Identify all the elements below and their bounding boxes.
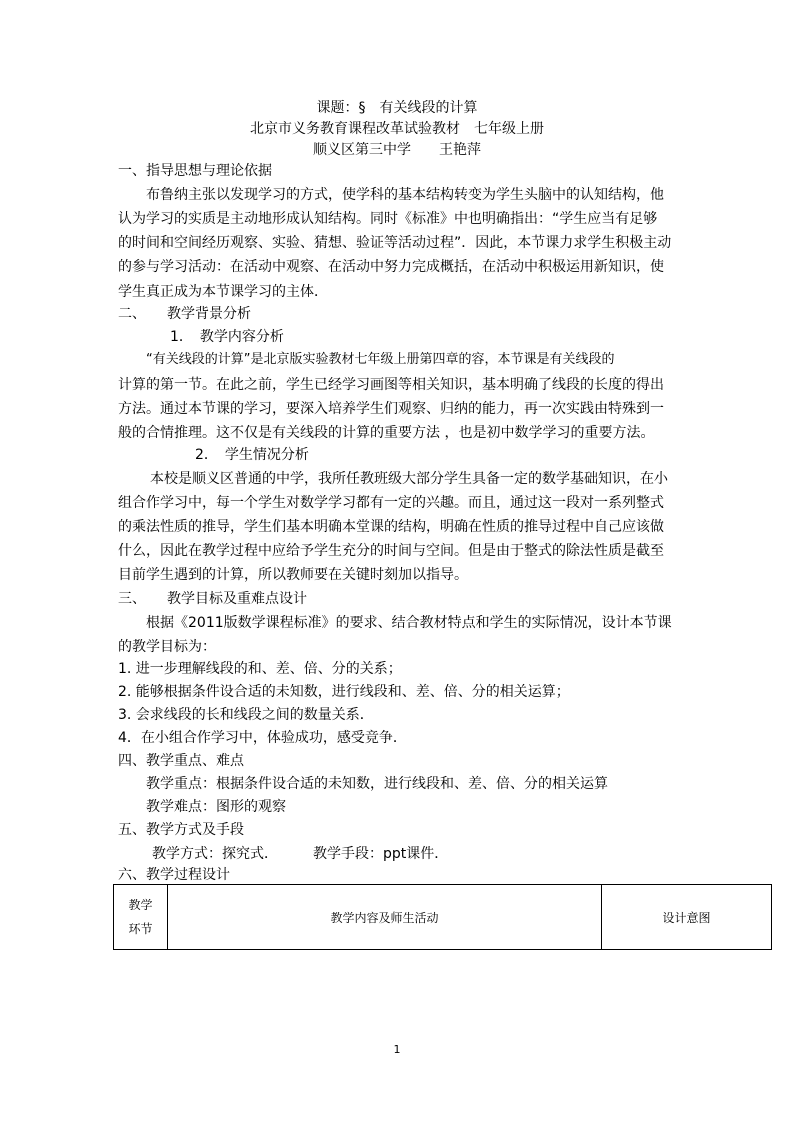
subsection-student-analysis: 2． 学生情况分析 [195,447,309,463]
section-2-2-line: 本校是顺义区普通的中学，我所任教班级大部分学生具备一定的数学基础知识，在小 [150,471,668,487]
section-1-paragraph-line: 的参与学习活动：在活动中观察、在活动中努力完成概括，在活动中积极运用新知识，使 [118,259,664,275]
section-2-2-line: 组合作学习中，每一个学生对数学学习都有一定的兴趣。而且，通过这一段对一系列整式 [118,495,664,511]
header-cell-stage [114,885,168,950]
section-2-2-line: 目前学生遇到的计算，所以教师要在关键时刻加以指导。 [118,567,468,583]
header-stage-line1: 教学 [128,898,153,912]
section-1-paragraph-line: 认为学习的实质是主动地形成认知结构。同时《标准》中也明确指出：“学生应当有足够 [118,211,658,227]
section-2-heading: 二、 教学背景分析 [118,306,251,322]
goal-item: 3. 会求线段的长和线段之间的数量关系． [118,707,374,723]
section-3-paragraph-line: 的教学目标为： [118,639,216,655]
section-2-1-line: 方法。通过本节课的学习，要深入培养学生们观察、归纳的能力，再一次实践由特殊到一 [118,401,664,417]
section-2-1-line: 计算的第一节。在此之前，学生已经学习画图等相关知识，基本明确了线段的长度的得出 [118,377,664,393]
section-5-heading: 五、教学方式及手段 [118,822,244,838]
table-header-row [114,885,772,950]
textbook-line: 北京市义务教育课程改革试验教材 七年级上册 [250,121,544,137]
header-cell-intent: 设计意图 [602,885,772,950]
subsection-content-analysis: 1． 教学内容分析 [170,329,284,345]
teaching-method-line: 教学方式：探究式． 教学手段：ppt课件． [152,846,449,862]
goal-item: 1. 进一步理解线段的和、差、倍、分的关系； [118,661,402,677]
section-2-2-line: 的乘法性质的推导，学生们基本明确本堂课的结构，明确在性质的推导过程中自己应该做 [118,519,664,535]
goal-item: 2. 能够根据条件设合适的未知数，进行线段和、差、倍、分的相关运算； [118,684,570,700]
section-3-paragraph-line: 根据《2011版数学课程标准》的要求、结合教材特点和学生的实际情况，设计本节课 [146,615,672,631]
author-line: 顺义区第三中学 王艳萍 [313,142,481,158]
section-6-heading: 六、教学过程设计 [118,867,230,883]
goal-item: 4．在小组合作学习中，体验成功，感受竞争． [118,730,407,746]
section-1-heading: 一、指导思想与理论依据 [118,163,272,179]
section-2-1-line: “有关线段的计算”是北京版实验教材七年级上册第四章的容，本节课是有关线段的 [146,352,615,367]
header-stage-line2: 环节 [128,922,153,936]
key-point: 教学重点：根据条件设合适的未知数，进行线段和、差、倍、分的相关运算 [146,776,608,792]
section-2-1-line: 般的合情推理。这不仅是有关线段的计算的重要方法 ，也是初中数学学习的重要方法。 [118,425,655,441]
section-1-paragraph-line: 的时间和空间经历观察、实验、猜想、验证等活动过程”．因此，本节课力求学生积极主动 [118,235,672,251]
section-3-heading: 三、 教学目标及重难点设计 [118,591,307,607]
section-2-2-line: 什么，因此在教学过程中应给予学生充分的时间与空间。但是由于整式的除法性质是截至 [118,543,664,559]
difficult-point: 教学难点：图形的观察 [146,799,286,815]
section-1-paragraph-line: 学生真正成为本节课学习的主体． [118,284,328,300]
header-cell-content: 教学内容及师生活动 [168,885,602,950]
lesson-title: 课题：§ 有关线段的计算 [316,100,478,116]
page-number: 1 [393,1043,401,1056]
process-design-table [113,884,772,950]
section-1-paragraph-line: 布鲁纳主张以发现学习的方式，使学科的基本结构转变为学生头脑中的认知结构，他 [146,187,664,203]
section-4-heading: 四、教学重点、难点 [118,753,244,769]
